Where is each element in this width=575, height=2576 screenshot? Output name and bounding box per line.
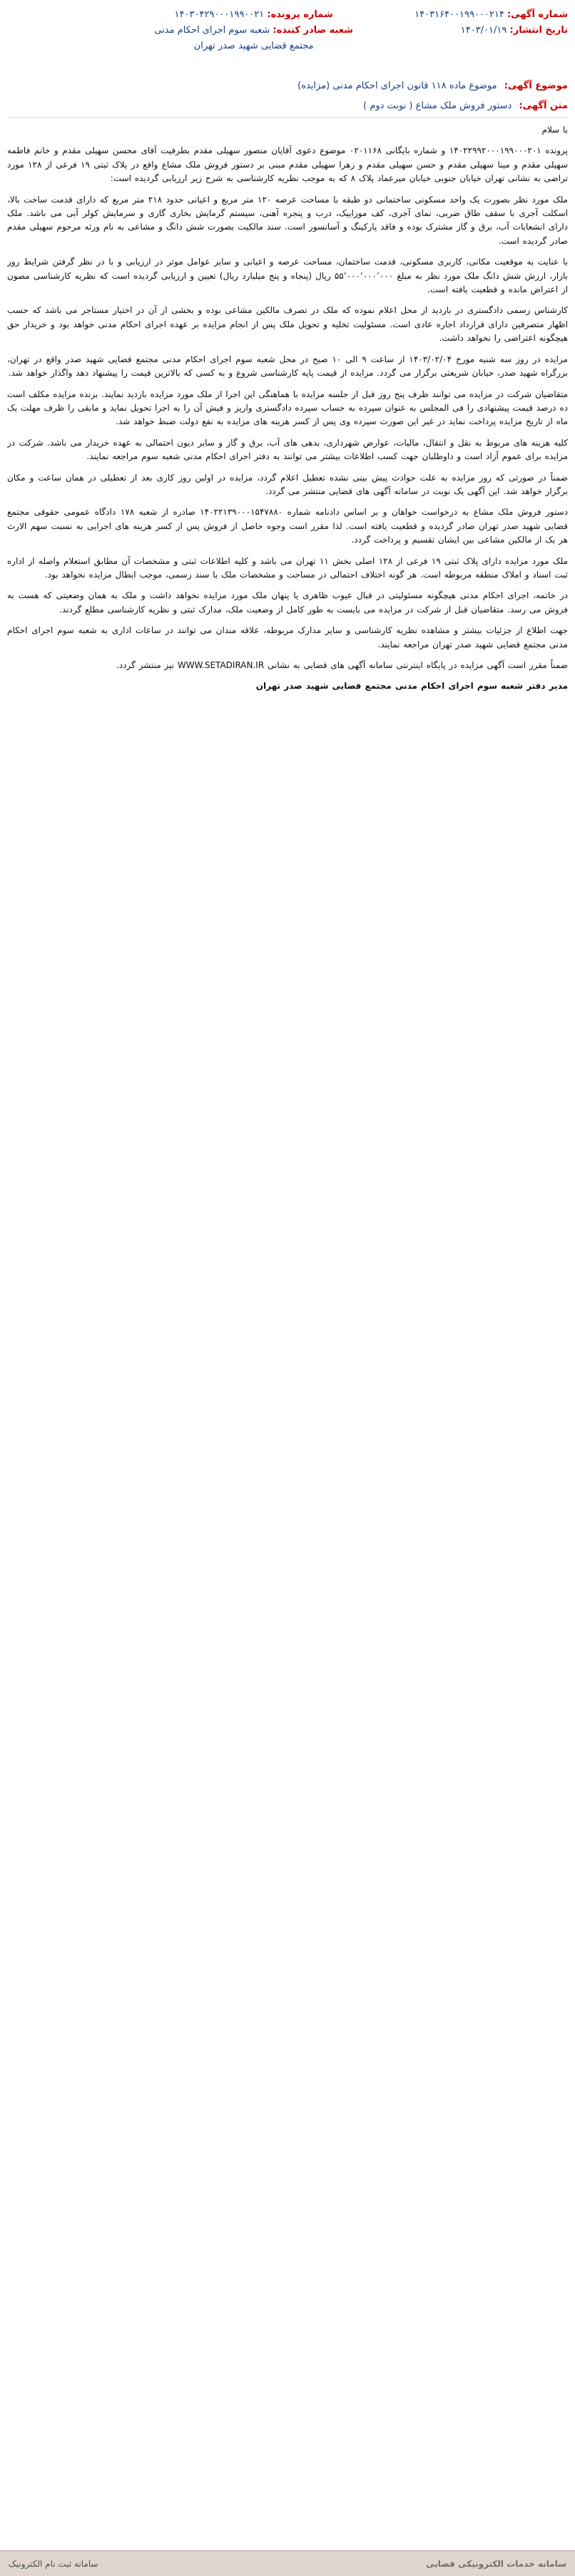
notice-paragraph: مزایده در روز سه شنبه مورخ ۱۴۰۳/۰۲/۰۴ از ساعت ۹ الی ۱۰ صبح در محل شعبه سوم اجرای احکام مدنی مجتمع قضایی شهید صدر واقع در تهران، بزرگراه شهید صدر، خیابان شریعتی برگزار می گردد. مزایده از قیمت پایه کارشناسی شروع و به کسی که بالاترین قیمت را پیشنهاد دهد واگذار خواهد شد. [7, 354, 568, 379]
header-right [365, 7, 568, 39]
body-title-label: متن آگهی: [519, 101, 568, 111]
notice-paragraph: ضمناً در صورتی که روز مزایده به علت حوادث پیش بینی نشده تعطیل اعلام گردد، مزایده در اولین روز کاری بعد از تعطیلی در همان ساعت و مکان برگزار خواهد شد. این آگهی یک نوبت در سامانه آگهی های قضایی منتشر می گردد. [7, 472, 568, 496]
notice-paragraph: ضمناً مقرر است آگهی مزایده در پایگاه اینترنتی سامانه آگهی های قضایی به نشانی WWW.SETADIRAN.IR نیز منتشر گردد. [116, 660, 568, 670]
ad-number-row [365, 7, 568, 23]
footer-right-text: سامانه ثبت نام الکترونیک [9, 2558, 98, 2569]
greeting: با سلام [541, 125, 568, 135]
body-title-text: دستور فروش ملک مشاع ( نوبت دوم ) [363, 101, 512, 111]
notice-paragraph: دستور فروش ملک مشاع به درخواست خواهان و بر اساس دادنامه شماره ۱۴۰۲۲۱۳۹۰۰۰۱۵۴۷۸۸۰ صادره از شعبه ۱۷۸ دادگاه عمومی حقوقی مجتمع قضایی شهید صدر تهران صادر گردیده و قطعیت یافته است. لذا مقرر است وجوه حاصل از فروش پس از کسر هزینه های اجرایی به نسبت سهم الارث هر یک از مالکین مشاعی بین ایشان تقسیم و پرداخت گردد. [7, 507, 568, 545]
notice-header [7, 6, 568, 74]
ad-date-label: تاریخ انتشار: [509, 25, 568, 36]
notice-paragraphs [7, 144, 568, 672]
header-divider [7, 117, 568, 118]
letter-number-row [142, 7, 365, 23]
signature-title: مدیر دفتر شعبه سوم اجرای احکام مدنی مجتمع قضایی شهید صدر تهران [255, 681, 568, 692]
issuer-value: شعبه سوم اجرای احکام مدنی مجتمع قضایی شهید صدر تهران [154, 25, 314, 51]
notice-body [7, 123, 568, 2476]
letter-number-value: ۱۴۰۳۰۴۲۹۰۰۰۱۹۹۰۰۲۱ [174, 9, 265, 20]
notice-paragraph: جهت اطلاع از جزئیات بیشتر و مشاهده نظریه کارشناسی و سایر مدارک مربوطه، علاقه مندان می توانند در ساعات اداری به شعبه سوم اجرای احکام مدنی مجتمع قضایی شهید صدر تهران مراجعه نمایند. [7, 625, 568, 650]
ad-number-value: ۱۴۰۳۱۶۴۰۰۱۹۹۰۰۰۲۱۴ [414, 9, 504, 20]
topic-text: موضوع ماده ۱۱۸ قانون اجرای احکام مدنی (مزایده) [297, 81, 497, 91]
page-footer [0, 2550, 575, 2576]
topic-row [7, 78, 568, 94]
ad-date-row [365, 23, 568, 39]
notice-paragraph: ملک مورد نظر بصورت یک واحد مسکونی ساختمانی دو طبقه با مساحت عرصه ۱۲۰ متر مربع و اعیانی حدود ۲۱۸ متر مربع که دارای قدمت ساخت بالا، اسکلت آجری با سقف طاق ضربی، نمای آجری، کف موزاییک، درب و پنجره آهنی، سیستم گرمایش بخاری گازی و سرمایش کولر آبی می باشد. ملک دارای انشعابات آب، برق و گاز مشترک بوده و فاقد پارکینگ و آسانسور است. سند مالکیت بصورت شش دانگ و مشاعی به نام ورثه مرحوم سهیلی مقدم صادر گردیده است. [7, 194, 568, 246]
issuer-row [142, 23, 365, 54]
notice-paragraph: پرونده ۱۴۰۲۲۹۹۲۰۰۰۱۹۹۰۰۰۲۰۱ و شماره بایگانی ۰۲۰۱۱۶۸ موضوع دعوی آقایان منصور سهیلی مقدم بطرفیت آقای محسن سهیلی مقدم و خانم فاطمه سهیلی مقدم و مینا سهیلی مقدم و حسن سهیلی مقدم و زهرا سهیلی مقدم مبنی بر دستور فروش ملک مشاع واقع در پلاک ثبتی ۱۹ فرعی از ۱۲۸ مورد تراضی به نشانی تهران خیابان جنوبی خیابان میرعماد پلاک ۸ که به موجب نظریه کارشناسی به شرح زیر ارزیابی گردیده است: [7, 145, 568, 184]
notice-paragraph: ملک مورد مزایده دارای پلاک ثبتی ۱۹ فرعی از ۱۲۸ اصلی بخش ۱۱ تهران می باشد و کلیه اطلاعات ثبتی و مشخصات آن مطابق استعلام واصله از اداره ثبت اسناد و املاک منطقه مربوطه است. هر گونه اختلاف احتمالی در مساحت و مشخصات ملک با سند رسمی، موجب ابطال مزایده نخواهد بود. [7, 555, 568, 580]
body-title-row [7, 98, 568, 114]
footer-left-text: سامانه خدمات الکترونیکی قضایی [426, 2558, 566, 2569]
ad-number-label: شماره آگهی: [507, 9, 568, 20]
notice-paragraph: کلیه هزینه های مربوط به نقل و انتقال، مالیات، عوارض شهرداری، بدهی های آب، برق و گاز و سایر دیون احتمالی به عهده خریدار می باشد. شرکت در مزایده برای عموم آزاد است و داوطلبان جهت کسب اطلاعات بیشتر می توانند به دفتر اجرای احکام مدنی شعبه سوم مراجعه نمایند. [7, 437, 568, 462]
header-middle [142, 7, 365, 54]
notice-paragraph: در خاتمه، اجرای احکام مدنی هیچگونه مسئولیتی در قبال عیوب ظاهری یا پنهان ملک مورد مزایده نخواهد داشت و ملک به همان وضعیتی که هست به فروش می رسد. متقاضیان قبل از شرکت در مزایده می بایست به طور کامل از وضعیت ملک، مدارک ثبتی و نظریه کارشناسی مطلع گردند. [7, 590, 568, 615]
notice-paragraph: با عنایت به موقعیت مکانی، کاربری مسکونی، قدمت ساختمان، مساحت عرصه و اعیانی و سایر عوامل موثر در ارزیابی و با در نظر گرفتن شرایط روز بازار، ارزش شش دانگ ملک مورد نظر به مبلغ ۵۵٬۰۰۰٬۰۰۰٬۰۰۰ ریال (پنجاه و پنج میلیارد ریال) تعیین و ارزیابی گردیده است که نظریه کارشناسی مصون از اعتراض مانده و قطعیت یافته است. [7, 257, 568, 295]
issuer-label: شعبه صادر کننده: [273, 25, 353, 36]
ad-date-value: ۱۴۰۳/۰۱/۱۹ [460, 25, 507, 36]
notice-paragraph: متقاضیان شرکت در مزایده می توانند ظرف پنج روز قبل از جلسه مزایده با هماهنگی این اجرا از ملک مورد مزایده بازدید نمایند. برنده مزایده مکلف است ده درصد قیمت پیشنهادی را فی المجلس به عنوان سپرده به حساب سپرده دادگستری واریز و فیش آن را به اجرا تحویل نماید و مابقی را ظرف مهلت یک ماه از تاریخ مزایده پرداخت نماید در غیر این صورت سپرده وی پس از کسر هزینه های مزایده به نفع دولت ضبط خواهد شد. [7, 389, 568, 427]
topic-label: موضوع آگهی: [504, 81, 568, 91]
notice-paragraph: کارشناس رسمی دادگستری در بازدید از محل اعلام نموده که ملک در تصرف مالکین مشاعی بوده و بخشی از آن در اختیار مستاجر می باشد که حسب اظهار متصرفین دارای قرارداد اجاره عادی است. مسئولیت تخلیه و تحویل ملک پس از انجام مزایده بر عهده اجرای احکام مدنی خواهد بود و خریدار حق هیچگونه اعتراضی را نخواهد داشت. [7, 305, 568, 344]
letter-number-label: شماره پرونده: [267, 9, 333, 20]
